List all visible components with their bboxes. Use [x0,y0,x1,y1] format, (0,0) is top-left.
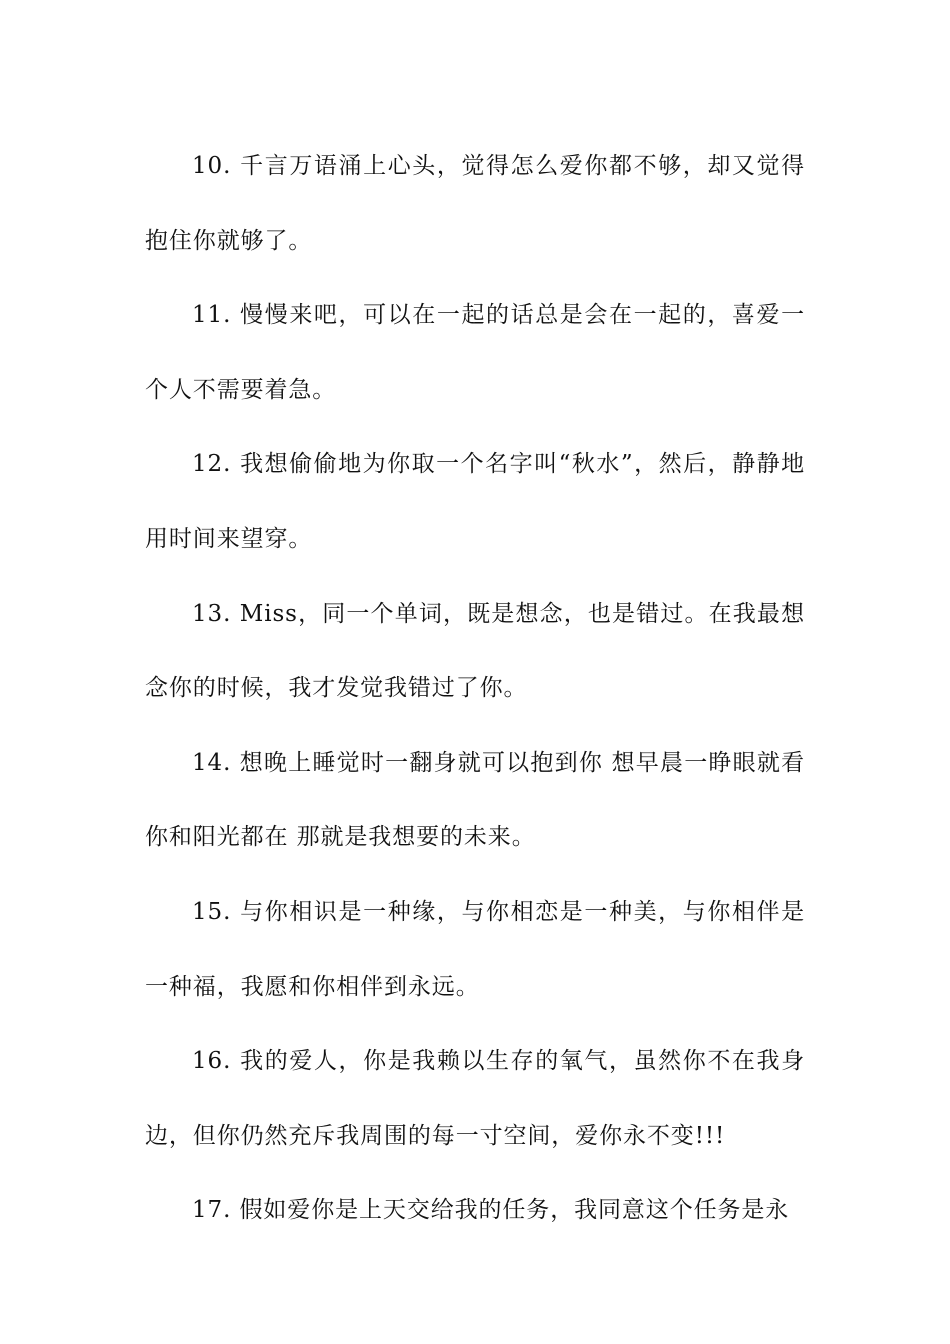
paragraph-13: 13. Miss，同一个单词，既是想念，也是错过。在我最想念你的时候，我才发觉我错过了你。 [145,600,805,702]
paragraph-15: 15. 与你相识是一种缘，与你相恋是一种美，与你相伴是一种福，我愿和你相伴到永远。 [145,898,805,1000]
paragraph-12: 12. 我想偷偷地为你取一个名字叫“秋水”，然后，静静地用时间来望穿。 [145,451,805,552]
paragraph-17: 17. 假如爱你是上天交给我的任务，我同意这个任务是永 [192,1197,790,1224]
paragraph-14: 14. 想晚上睡觉时一翻身就可以抱到你 想早晨一睁眼就看你和阳光都在 那就是我想要的未来。 [145,749,805,851]
paragraph-11: 11. 慢慢来吧，可以在一起的话总是会在一起的，喜爱一个人不需要着急。 [145,302,805,403]
paragraph-16: 16. 我的爱人，你是我赖以生存的氧气，虽然你不在我身边，但你仍然充斥我周围的每一寸空间，爱你永不变!!! [145,1048,805,1149]
document-body [145,129,805,1248]
paragraph-10: 10. 千言万语涌上心头，觉得怎么爱你都不够，却又觉得抱住你就够了。 [145,153,805,254]
